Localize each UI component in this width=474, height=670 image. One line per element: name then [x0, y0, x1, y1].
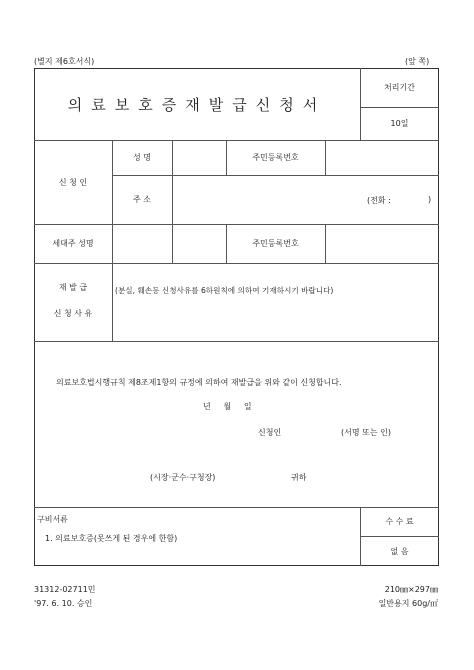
application-date[interactable]: 년 월 일 — [203, 402, 252, 411]
page-side-label: (앞 쪽) — [405, 57, 430, 66]
household-head-resident-number-field[interactable] — [327, 230, 437, 256]
required-documents-label: 구비서류 — [37, 515, 68, 524]
addressee-suffix: 귀하 — [291, 473, 307, 482]
required-document-item: 1. 의료보호증(못쓰게 된 경우에 한함) — [45, 534, 178, 543]
applicant-signature-label: 신청인 — [258, 428, 282, 437]
household-head-name-field[interactable] — [114, 230, 224, 256]
reason-label-line-1: 재 발 급 — [58, 282, 88, 292]
paper-size: 210㎜×297㎜ — [384, 585, 438, 594]
declaration-statement: 의료보호법시행규칙 제8조제1항의 규정에 의하여 재발급을 위와 같이 신청합니다. — [56, 378, 342, 387]
address-label: 주 소 — [133, 195, 151, 204]
phone-label: (전화 : — [367, 196, 391, 205]
name-label: 성 명 — [133, 153, 151, 162]
signature-or-seal[interactable]: (서명 또는 인) — [341, 428, 391, 437]
approval-date: '97. 6. 10. 승인 — [34, 599, 93, 608]
resident-number-field[interactable] — [327, 145, 437, 171]
resident-number-label: 주민등록번호 — [252, 153, 299, 162]
form-title: 의료보호증재발급신청서 — [67, 95, 327, 114]
reason-field[interactable] — [116, 298, 434, 336]
reason-label-line-2: 신 청 사 유 — [53, 308, 93, 318]
name-field[interactable] — [174, 145, 224, 171]
phone-close-paren: ) — [428, 195, 432, 204]
processing-period-value: 10일 — [390, 119, 409, 128]
household-head-resident-number-label: 주민등록번호 — [252, 239, 299, 248]
reason-instruction: (분실, 훼손등 신청사유를 6하원칙에 의하여 기재하시기 바랍니다) — [115, 286, 334, 295]
processing-period-label: 처리기간 — [384, 83, 415, 92]
authority-title: (시장·군수·구청장) — [150, 473, 216, 482]
form-code: 31312-02711민 — [34, 585, 96, 594]
household-head-name-label: 세대주 성명 — [52, 239, 94, 248]
form-number: (별지 제6호서식) — [34, 57, 95, 66]
fee-label: 수 수 료 — [385, 517, 414, 526]
applicant-section-label: 신 청 인 — [58, 177, 88, 187]
fee-value: 없 음 — [390, 546, 409, 556]
paper-type: 일반용지 60g/㎡ — [378, 599, 438, 608]
address-field[interactable] — [174, 180, 354, 200]
